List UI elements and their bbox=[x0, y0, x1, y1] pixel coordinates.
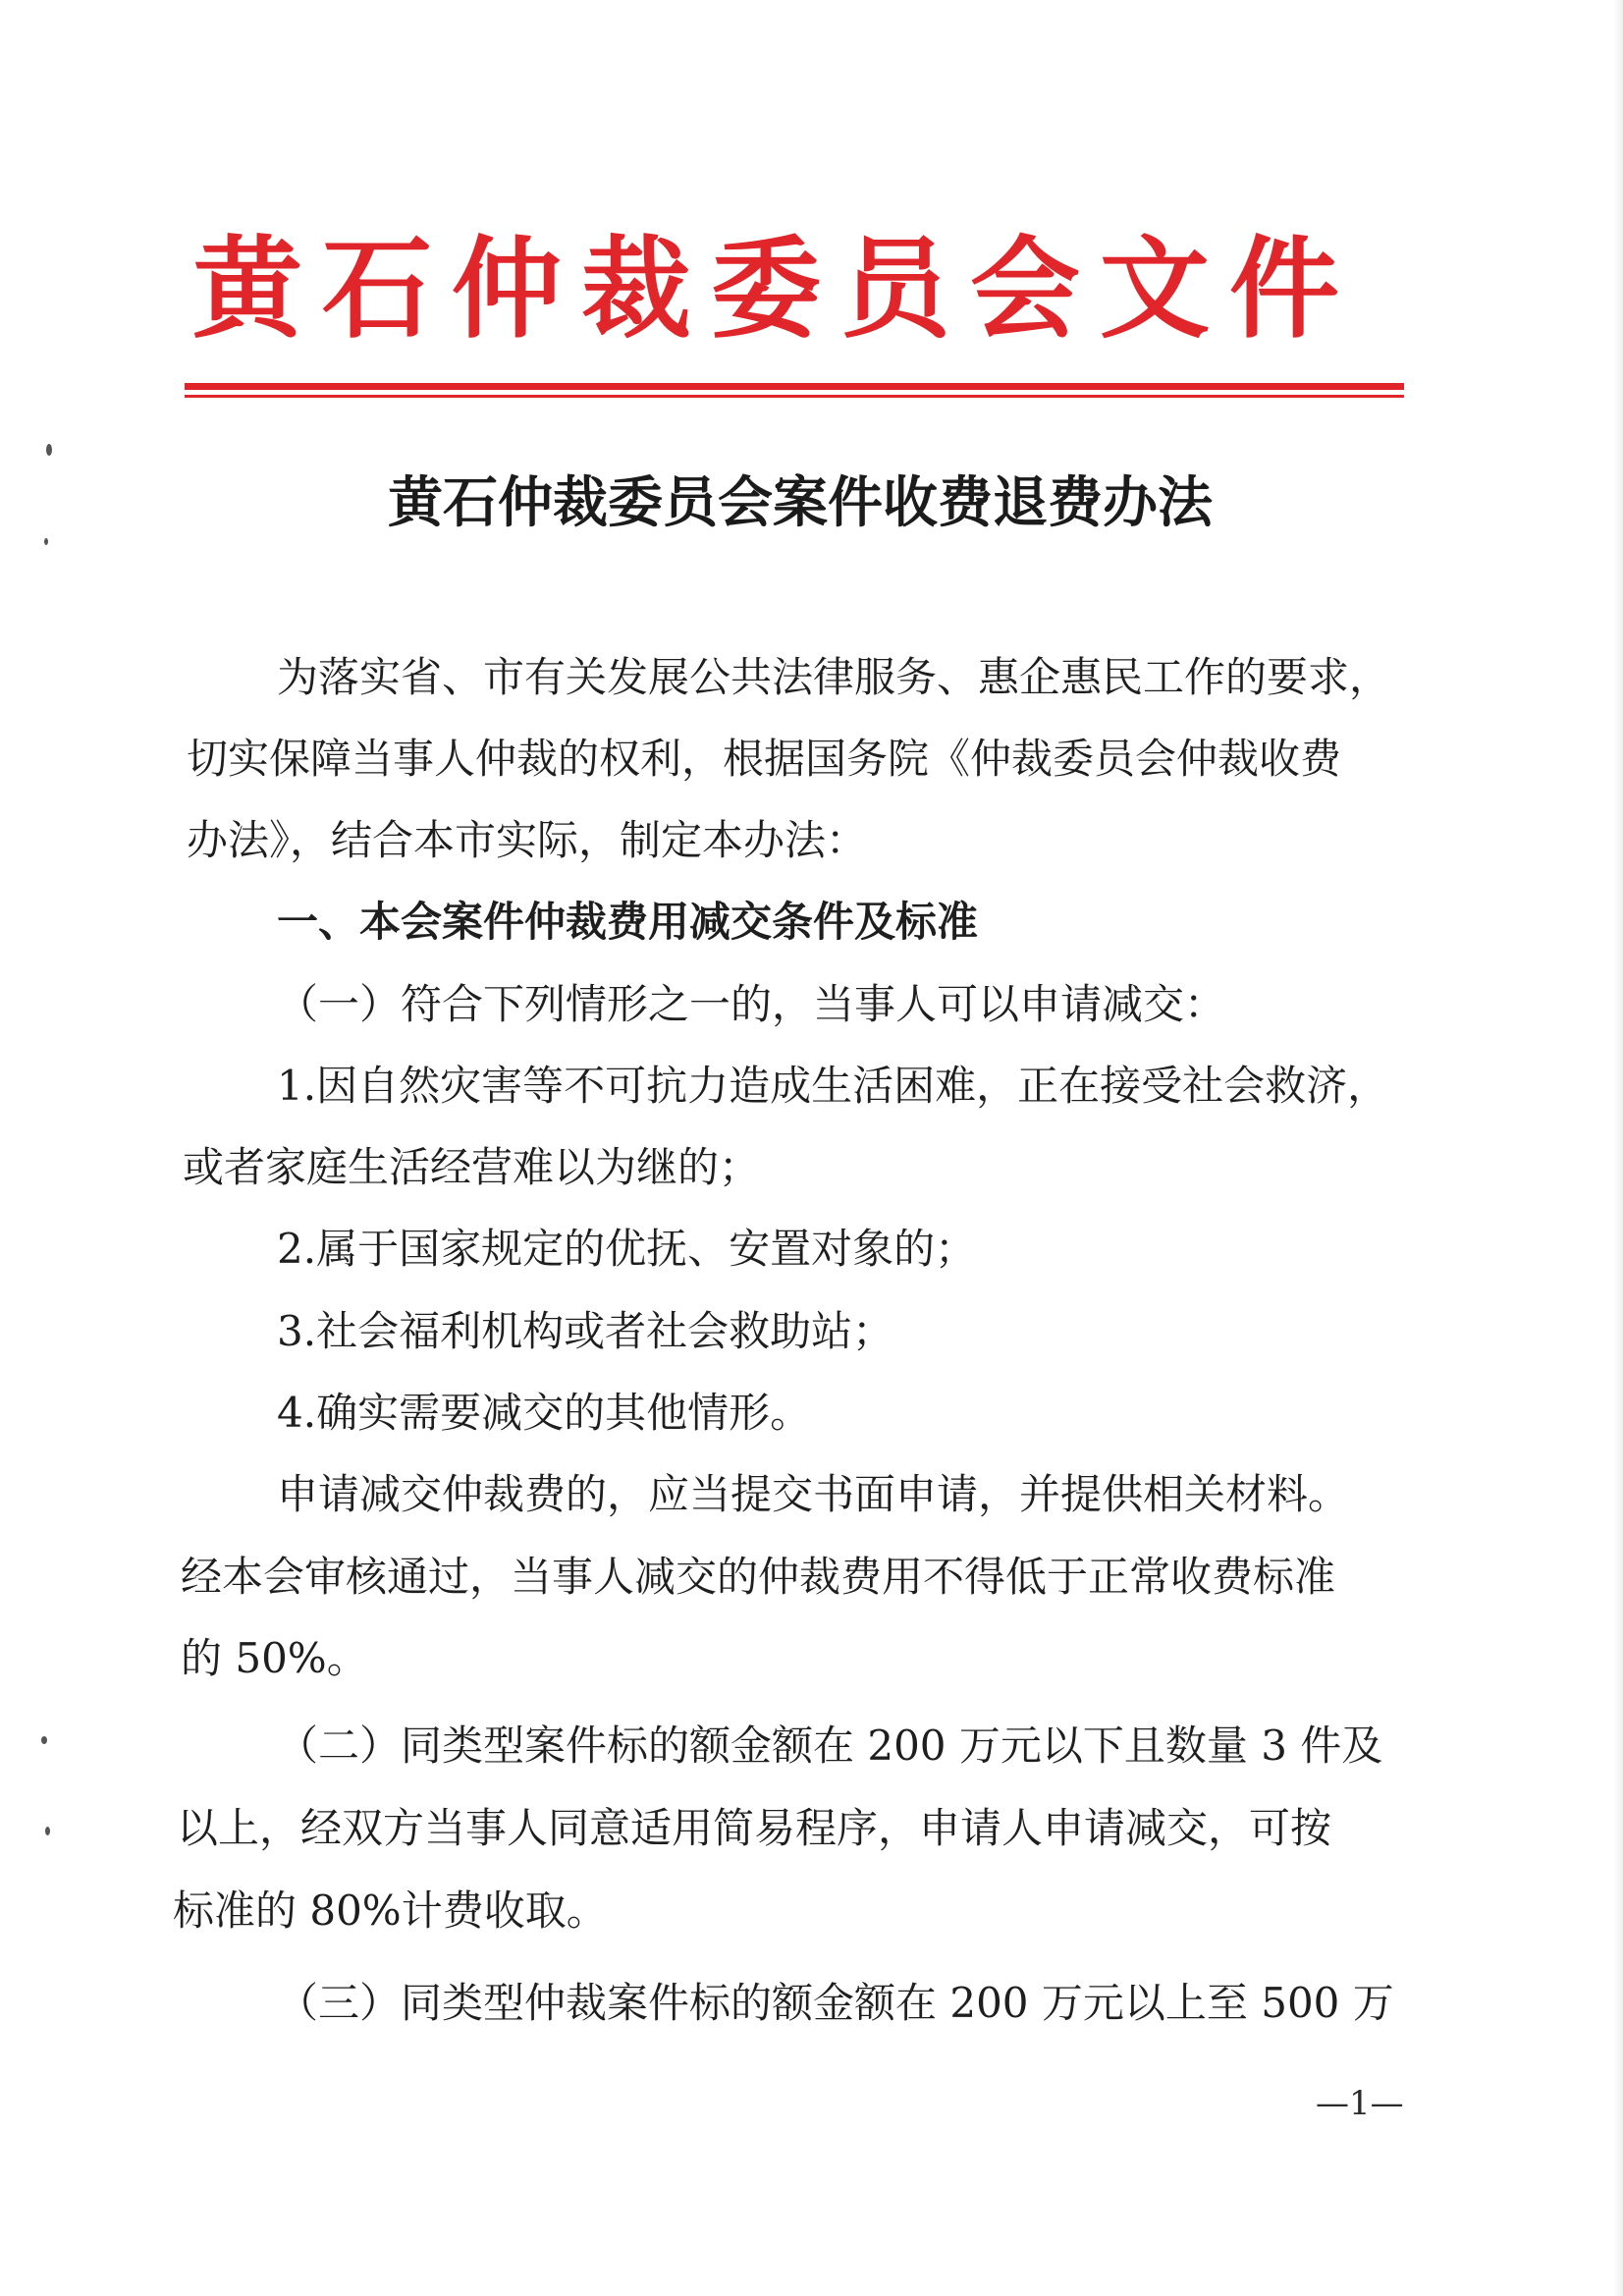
body-line: （一）符合下列情形之一的，当事人可以申请减交： bbox=[277, 980, 1226, 1028]
body-line: 办法》，结合本市实际，制定本办法： bbox=[187, 816, 868, 864]
page-edge-shadow bbox=[1613, 0, 1623, 2296]
body-line: 标准的 80%计费收取。 bbox=[173, 1886, 608, 1935]
letterhead-rule-thick bbox=[185, 383, 1404, 390]
document-title: 黄石仲裁委员会案件收费退费办法 bbox=[388, 470, 1213, 535]
body-line: 3.社会福利机构或者社会救助站； bbox=[277, 1307, 894, 1355]
body-line: 切实保障当事人仲裁的权利，根据国务院《仲裁委员会仲裁收费 bbox=[187, 735, 1342, 783]
scan-speck bbox=[45, 1827, 50, 1835]
body-line: 的 50%。 bbox=[181, 1634, 368, 1682]
letterhead-title: 黄石仲裁委员会文件 bbox=[192, 226, 1359, 354]
body-line: 以上，经双方当事人同意适用简易程序，申请人申请减交，可按 bbox=[177, 1804, 1332, 1852]
scan-speck bbox=[46, 444, 52, 456]
body-line: 或者家庭生活经营难以为继的； bbox=[183, 1143, 761, 1191]
scan-speck bbox=[41, 1736, 47, 1744]
body-line: 经本会审核通过，当事人减交的仲裁费用不得低于正常收费标准 bbox=[181, 1553, 1336, 1601]
scan-speck bbox=[44, 538, 48, 545]
page-number: —1— bbox=[1316, 2084, 1404, 2123]
body-line: （三）同类型仲裁案件标的额金额在 200 万元以上至 500 万 bbox=[277, 1979, 1394, 2027]
body-line: 4.确实需要减交的其他情形。 bbox=[277, 1389, 812, 1437]
letterhead-rule-thin bbox=[185, 395, 1404, 398]
body-line: 申请减交仲裁费的，应当提交书面申请，并提供相关材料。 bbox=[277, 1470, 1350, 1518]
body-line: 1.因自然灾害等不可抗力造成生活困难，正在接受社会救济， bbox=[277, 1062, 1389, 1110]
body-line: 2.属于国家规定的优抚、安置对象的； bbox=[277, 1225, 977, 1273]
body-line: （二）同类型案件标的额金额在 200 万元以下且数量 3 件及 bbox=[277, 1722, 1383, 1770]
body-line: 为落实省、市有关发展公共法律服务、惠企惠民工作的要求， bbox=[277, 653, 1391, 701]
section-heading: 一、本会案件仲裁费用减交条件及标准 bbox=[277, 898, 979, 946]
